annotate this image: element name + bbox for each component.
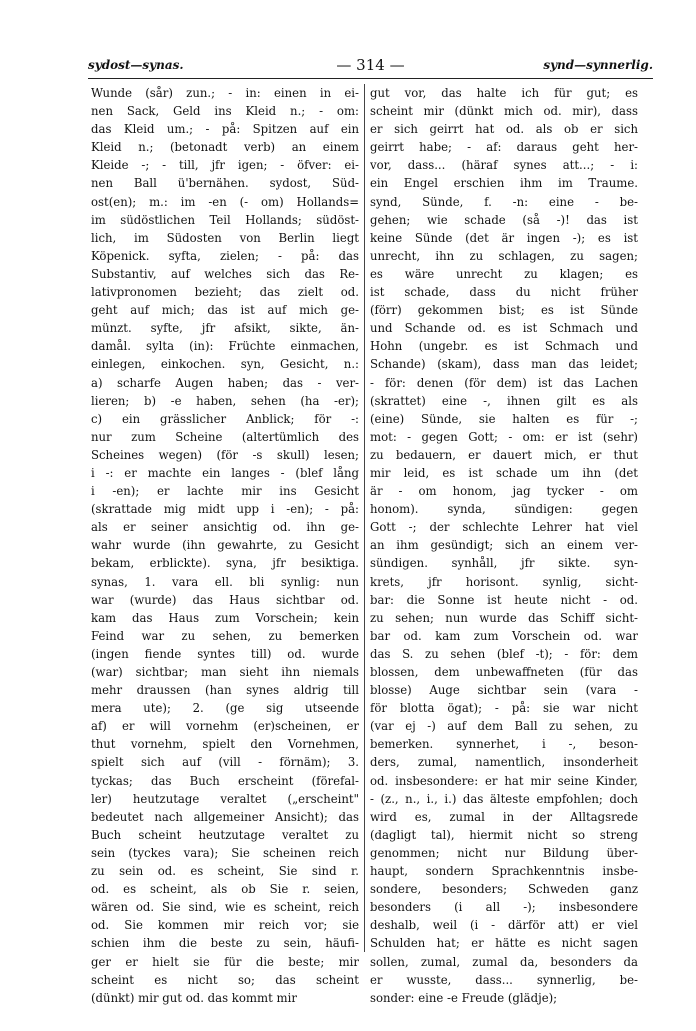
text-line: kam das Haus zum Vorschein; kein [91, 610, 359, 625]
page-header [88, 56, 653, 79]
text-line: Buch scheint heutzutage veraltet zu [91, 827, 359, 842]
text-line: an ihm gesündigt; sich an einem ver- [370, 538, 638, 553]
text-line: Hohn (ungebr. es ist Schmach und [370, 339, 638, 354]
text-line: er sich geirrt hat od. als ob er sich [370, 122, 638, 137]
column-divider [364, 84, 365, 952]
text-line: (dagligt tal), hiermit nicht so streng [370, 827, 638, 842]
text-line: lativpronomen bezieht; das zielt od. [91, 285, 359, 300]
text-line: scheint es nicht so; das scheint [91, 972, 359, 987]
text-line: bar: die Sonne ist heute nicht - od. [370, 592, 638, 607]
text-line: wären od. Sie sind, wie es scheint, reich [91, 900, 359, 915]
text-line: mehr draussen (han synes aldrig till [91, 683, 359, 698]
text-line: Gott -; der schlechte Lehrer hat viel [370, 520, 638, 535]
text-line: es wäre unrecht zu klagen; es [370, 266, 638, 281]
text-line: i -en); er lachte mir ins Gesicht [91, 484, 359, 499]
text-line: nur zum Scheine (altertümlich des [91, 429, 359, 444]
text-line: i -: er machte ein langes - (blef lång [91, 465, 359, 480]
text-line: Schande) (skam), dass man das leidet; [370, 357, 638, 372]
text-line: wird es, zumal in der Alltagsrede [370, 809, 638, 824]
text-line: bar od. kam zum Vorschein od. war [370, 628, 638, 643]
text-line: för blotta ögat); - på: sie war nicht [370, 701, 638, 716]
text-line: scheint mir (dünkt mich od. mir), dass [370, 104, 638, 119]
text-line: mot: - gegen Gott; - om: er ist (sehr) [370, 429, 638, 444]
text-line: bemerken. synnerhet, i -, beson- [370, 737, 638, 752]
running-head-left: sydost—synas. [88, 58, 184, 72]
text-line: synd, Sünde, f. -n: eine - be- [370, 194, 638, 209]
text-line: ist schade, dass du nicht früher [370, 285, 638, 300]
text-line: deshalb, weil (i - därför att) er viel [370, 918, 638, 933]
text-line: sondere, besonders; Schweden ganz [370, 882, 638, 897]
text-line: das S. zu sehen (blef -t); - för: dem [370, 646, 638, 661]
text-line: zu sein od. es scheint, Sie sind r. [91, 864, 359, 879]
right-column [370, 84, 638, 1007]
text-line: wahr wurde (ihn gewahrte, zu Gesicht [91, 538, 359, 553]
text-line: er wusste, dass... synnerlig, be- [370, 972, 638, 987]
running-head-right: synd—synnerlig. [543, 58, 653, 72]
text-line: a) scharfe Augen haben; das - ver- [91, 375, 359, 390]
text-line: af) er will vornehm (er)scheinen, er [91, 719, 359, 734]
text-line: geirrt habe; - af: daraus geht her- [370, 140, 638, 155]
text-line: blosse) Auge sichtbar sein (vara - [370, 683, 638, 698]
text-line: (ingen fiende syntes till) od. wurde [91, 646, 359, 661]
text-line: besonders (i all -); insbesondere [370, 900, 638, 915]
text-line: als er seiner ansichtig od. ihn ge- [91, 520, 359, 535]
text-line: keine Sünde (det är ingen -); es ist [370, 230, 638, 245]
text-line: ein Engel erschien ihm im Traume. [370, 176, 638, 191]
text-line: ger er hielt sie für die beste; mir [91, 954, 359, 969]
text-line: sein (tyckes vara); Sie scheinen reich [91, 845, 359, 860]
text-line: (var ej -) auf dem Ball zu sehen, zu [370, 719, 638, 734]
text-line: Substantiv, auf welches sich das Re- [91, 266, 359, 281]
text-line: geht auf mich; das ist auf mich ge- [91, 303, 359, 318]
text-line: ost(en); m.: im -en (- om) Hollands= [91, 194, 359, 209]
text-line: gehen; wie schade (så -)! das ist [370, 212, 638, 227]
text-line: sollen, zumal, zumal da, besonders da [370, 954, 638, 969]
text-line: tyckas; das Buch erscheint (förefal- [91, 773, 359, 788]
text-line: einlegen, einkochen. syn, Gesicht, n.: [91, 357, 359, 372]
left-column [91, 84, 359, 1007]
text-line: thut vornehm, spielt den Vornehmen, [91, 737, 359, 752]
text-line: schien ihm die beste zu sein, häufi- [91, 936, 359, 951]
text-line: ler) heutzutage veraltet („erscheint" [91, 791, 359, 806]
text-line: genommen; nicht nur Bildung über- [370, 845, 638, 860]
text-line: Wunde (sår) zun.; - in: einen in ei- [91, 86, 359, 100]
text-line: (dünkt) mir gut od. das kommt mir [91, 990, 297, 1005]
text-line: zu sehen; nun wurde das Schiff sicht- [370, 610, 638, 625]
text-line: unrecht, ihn zu schlagen, zu sagen; [370, 248, 638, 263]
text-line: nen Ball ü'bernähen. sydost, Süd- [91, 176, 359, 191]
text-line: ders, zumal, namentlich, insonderheit [370, 755, 638, 770]
text-line: münzt. syfte, jfr afsikt, sikte, än- [91, 321, 359, 336]
text-line: (skrattade mig midt upp i -en); - på: [91, 502, 359, 517]
text-line: im südöstlichen Teil Hollands; südöst- [91, 212, 359, 227]
text-line: zu bedauern, er dauert mich, er thut [370, 447, 638, 462]
text-line: damål. sylta (in): Früchte einmachen, [91, 339, 359, 354]
text-line: (förr) gekommen bist; es ist Sünde [370, 303, 638, 318]
text-line: od. es scheint, als ob Sie r. seien, [91, 882, 359, 897]
text-line: krets, jfr horisont. synlig, sicht- [370, 574, 638, 589]
text-line: das Kleid um.; - på: Spitzen auf ein [91, 122, 359, 137]
page-number: — 314 — [336, 56, 405, 74]
text-line: sündigen. synhåll, jfr sikte. syn- [370, 556, 638, 571]
text-line: bedeutet nach allgemeiner Ansicht); das [91, 809, 359, 824]
text-line: bekam, erblickte). syna, jfr besiktiga. [91, 556, 359, 571]
text-line: (skrattet) eine -, ihnen gilt es als [370, 393, 638, 408]
text-line: mir leid, es ist schade um ihn (det [370, 465, 638, 480]
text-line: sonder: eine -e Freude (glädje); [370, 990, 558, 1005]
text-line: Kleid n.; (betonadt verb) an einem [91, 140, 359, 155]
text-line: - (z., n., i., i.) das älteste empfohlen; doch [370, 791, 638, 806]
text-line: Schulden hat; er hätte es nicht sagen [370, 936, 638, 951]
text-line: honom). synda, sündigen: gegen [370, 502, 638, 517]
text-line: Kleide -; - till, jfr igen; - öfver: ei- [91, 158, 359, 173]
text-line: Köpenick. syfta, zielen; - på: das [91, 248, 359, 263]
text-line: mera ute); 2. (ge sig utseende [91, 701, 359, 716]
text-line: und Schande od. es ist Schmach und [370, 321, 638, 336]
text-line: lieren; b) -e haben, sehen (ha -er); [91, 393, 359, 408]
text-line: är - om honom, jag tycker - om [370, 484, 638, 499]
text-line: (eine) Sünde, sie halten es für -; [370, 411, 638, 426]
text-line: blossen, dem unbewaffneten (für das [370, 665, 638, 679]
text-line: od. insbesondere: er hat mir seine Kinder, [370, 773, 638, 788]
text-line: nen Sack, Geld ins Kleid n.; - om: [91, 104, 359, 119]
text-line: (war) sichtbar; man sieht ihn niemals [91, 665, 359, 679]
text-line: Scheines wegen) (för -s skull) lesen; [91, 447, 359, 462]
text-line: - för: denen (för dem) ist das Lachen [370, 375, 638, 390]
text-line: c) ein grässlicher Anblick; för -: [91, 411, 359, 426]
text-line: haupt, sondern Sprachkenntnis insbe- [370, 864, 638, 879]
text-line: spielt sich auf (vill - förnäm); 3. [91, 755, 359, 770]
text-line: Feind war zu sehen, zu bemerken [91, 628, 359, 643]
text-line: war (wurde) das Haus sichtbar od. [91, 592, 359, 607]
text-line: vor, dass... (häraf synes att...; - i: [370, 158, 638, 173]
text-line: od. Sie kommen mir reich vor; sie [91, 918, 359, 933]
text-line: lich, im Südosten von Berlin liegt [91, 230, 359, 245]
text-line: gut vor, das halte ich für gut; es [370, 86, 638, 100]
text-line: synas, 1. vara ell. bli synlig: nun [91, 574, 359, 589]
